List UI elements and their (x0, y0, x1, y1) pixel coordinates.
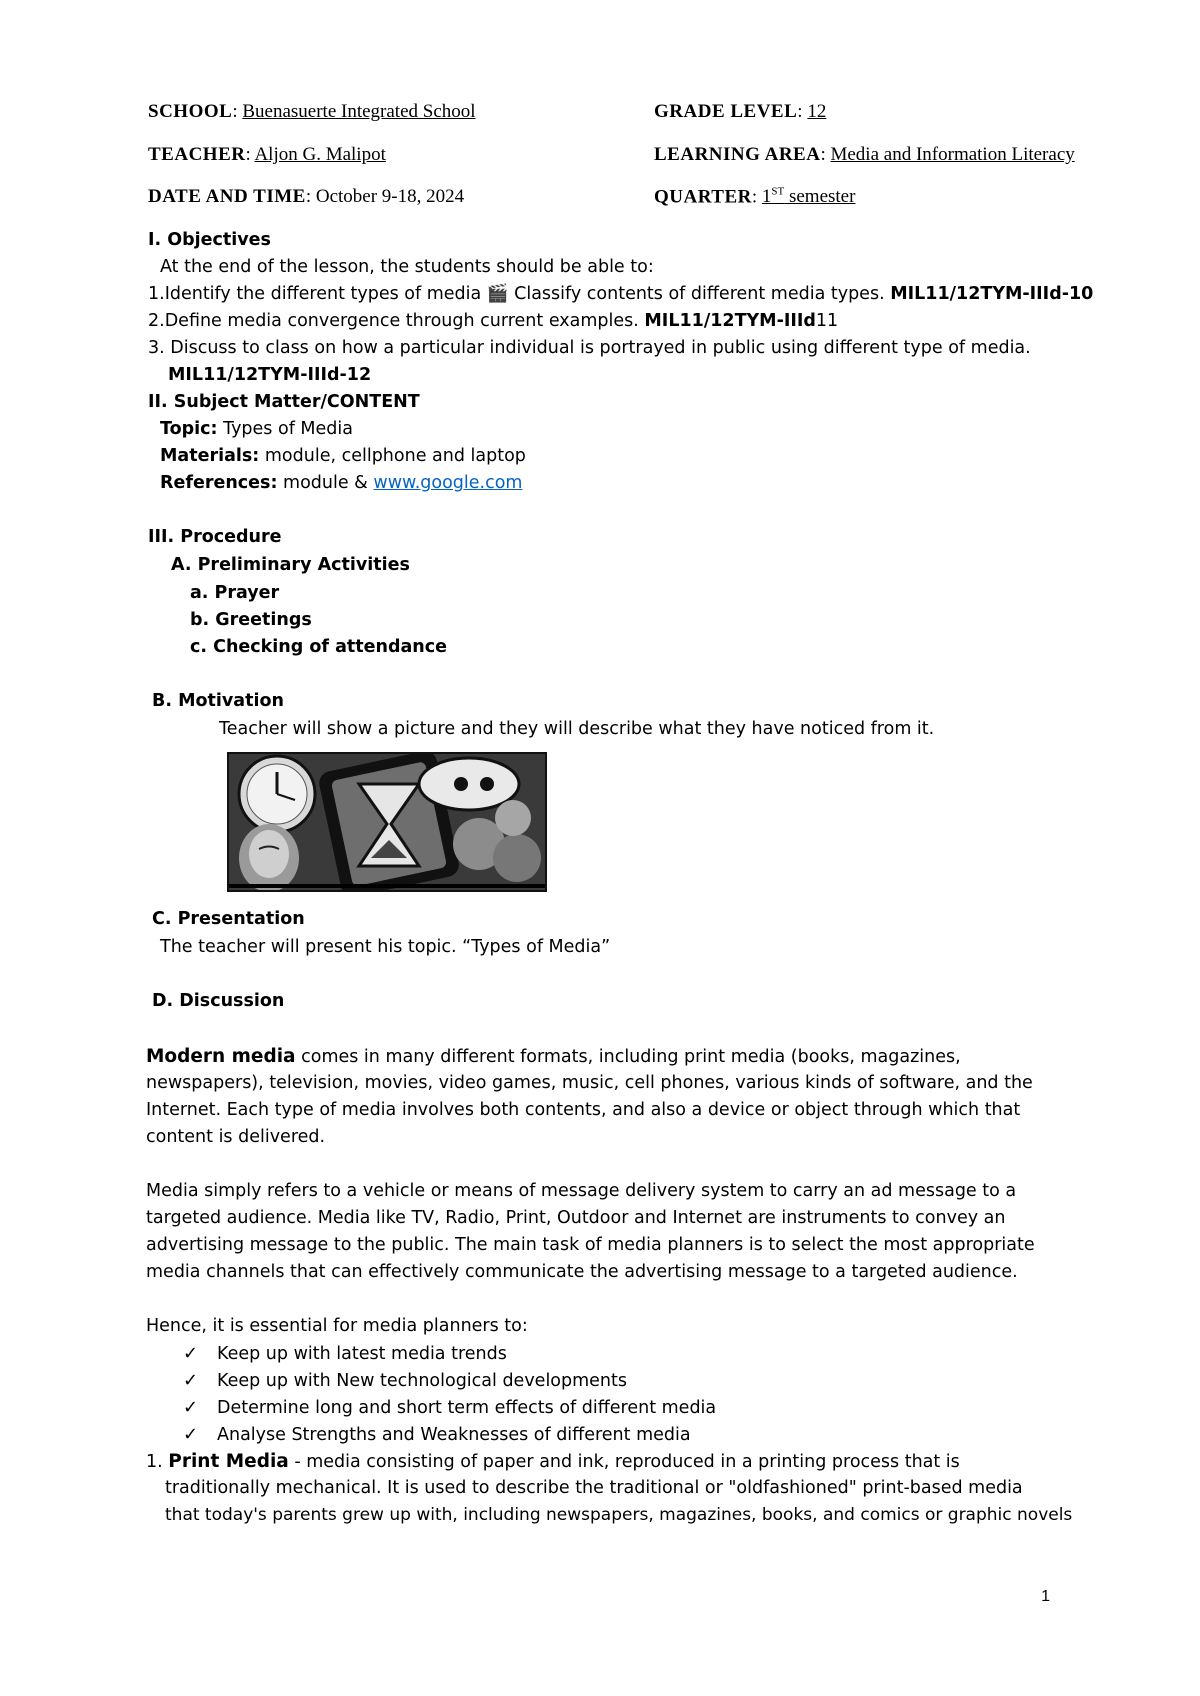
google-link[interactable]: www.google.com (373, 473, 523, 493)
objectives-intro: At the end of the lesson, the students should be able to: (160, 257, 654, 277)
discussion-p2-line2: targeted audience. Media like TV, Radio, Print, Outdoor and Internet are instruments to convey an (146, 1208, 1006, 1228)
procedure-heading: III. Procedure (148, 527, 282, 547)
discussion-p1-line4: content is delivered. (146, 1127, 326, 1147)
discussion-p1-line2: newspapers), television, movies, video games, music, cell phones, various kinds of software, and the (146, 1073, 1033, 1093)
page-number: 1 (1041, 1588, 1050, 1605)
discussion-heading: D. Discussion (152, 991, 285, 1011)
media-collage-image (229, 754, 545, 890)
objective-item-3-code: MIL11/12TYM-IIId-12 (168, 365, 372, 385)
school-row: SCHOOL: Buenasuerte Integrated School (148, 101, 476, 122)
topic-row: Topic: Types of Media (160, 419, 353, 439)
checkmark-icon: ✓ (183, 1343, 199, 1364)
checklist-item: ✓ Analyse Strengths and Weaknesses of different media (183, 1421, 691, 1449)
print-media-line2: traditionally mechanical. It is used to describe the traditional or "oldfashioned" print-based media (165, 1478, 1023, 1498)
materials-row: Materials: module, cellphone and laptop (160, 446, 526, 466)
checkmark-icon: ✓ (183, 1397, 199, 1418)
objective-item-1: 1.Identify the different types of media 🎬 Classify contents of different media types. MIL11/12TYM-IIId-10 (148, 284, 1094, 304)
teacher-value: Aljon G. Malipot (254, 144, 386, 165)
date-row: DATE AND TIME: October 9-18, 2024 (148, 186, 465, 207)
print-media-line3: that today's parents grew up with, including newspapers, magazines, books, and comics or graphic novels (165, 1505, 1073, 1525)
presentation-heading: C. Presentation (152, 909, 305, 929)
checkmark-icon: ✓ (183, 1424, 199, 1445)
checklist-item: ✓ Keep up with latest media trends (183, 1340, 507, 1368)
quarter-label: QUARTER (654, 186, 752, 208)
discussion-p2-line3: advertising message to the public. The main task of media planners is to select the most appropriate (146, 1235, 1035, 1255)
teacher-row: TEACHER: Aljon G. Malipot (148, 144, 386, 165)
quarter-value: 1ST semester (761, 186, 856, 208)
preliminary-greetings: b. Greetings (190, 610, 312, 630)
objective-item-3: 3. Discuss to class on how a particular individual is portrayed in public using different type of media. (148, 338, 1031, 358)
discussion-p2-line4: media channels that can effectively communicate the advertising message to a targeted audience. (146, 1262, 1018, 1282)
teacher-label: TEACHER (148, 144, 246, 165)
grade-value: 12 (807, 101, 827, 122)
checkmark-icon: ✓ (183, 1370, 199, 1391)
checklist-item: ✓ Keep up with New technological developments (183, 1367, 627, 1395)
grade-label: GRADE LEVEL (654, 101, 798, 122)
preliminary-attendance: c. Checking of attendance (190, 637, 448, 657)
learning-area-row: LEARNING AREA: Media and Information Literacy (654, 144, 1075, 165)
objective-item-2: 2.Define media convergence through current examples. MIL11/12TYM-IIId11 (148, 311, 839, 331)
presentation-text: The teacher will present his topic. “Types of Media” (160, 937, 611, 957)
objectives-heading: I. Objectives (148, 230, 271, 250)
print-media-line1: 1. Print Media - media consisting of paper and ink, reproduced in a printing process that is (146, 1451, 960, 1472)
school-label: SCHOOL (148, 101, 233, 122)
references-row: References: module & www.google.com (160, 473, 523, 493)
motivation-picture (227, 752, 547, 892)
date-value: October 9-18, 2024 (315, 186, 465, 207)
learning-area-value: Media and Information Literacy (830, 144, 1075, 165)
checklist-item: ✓ Determine long and short term effects of different media (183, 1394, 716, 1422)
subject-heading: II. Subject Matter/CONTENT (148, 392, 420, 412)
discussion-p1-line3: Internet. Each type of media involves both contents, and also a device or object through which that (146, 1100, 1021, 1120)
learning-area-label: LEARNING AREA (654, 144, 821, 165)
preliminary-heading: A. Preliminary Activities (171, 555, 410, 575)
motivation-text: Teacher will show a picture and they will describe what they have noticed from it. (219, 719, 935, 739)
discussion-p3-intro: Hence, it is essential for media planners to: (146, 1316, 528, 1336)
discussion-p1-line1: Modern media comes in many different formats, including print media (books, magazines, (146, 1046, 961, 1067)
school-value: Buenasuerte Integrated School (242, 101, 476, 122)
motivation-heading: B. Motivation (152, 691, 284, 711)
discussion-p2-line1: Media simply refers to a vehicle or means of message delivery system to carry an ad message to a (146, 1181, 1017, 1201)
date-label: DATE AND TIME (148, 186, 306, 207)
preliminary-prayer: a. Prayer (190, 583, 280, 603)
quarter-row: QUARTER: 1ST semester (654, 186, 856, 208)
grade-row: GRADE LEVEL: 12 (654, 101, 827, 122)
